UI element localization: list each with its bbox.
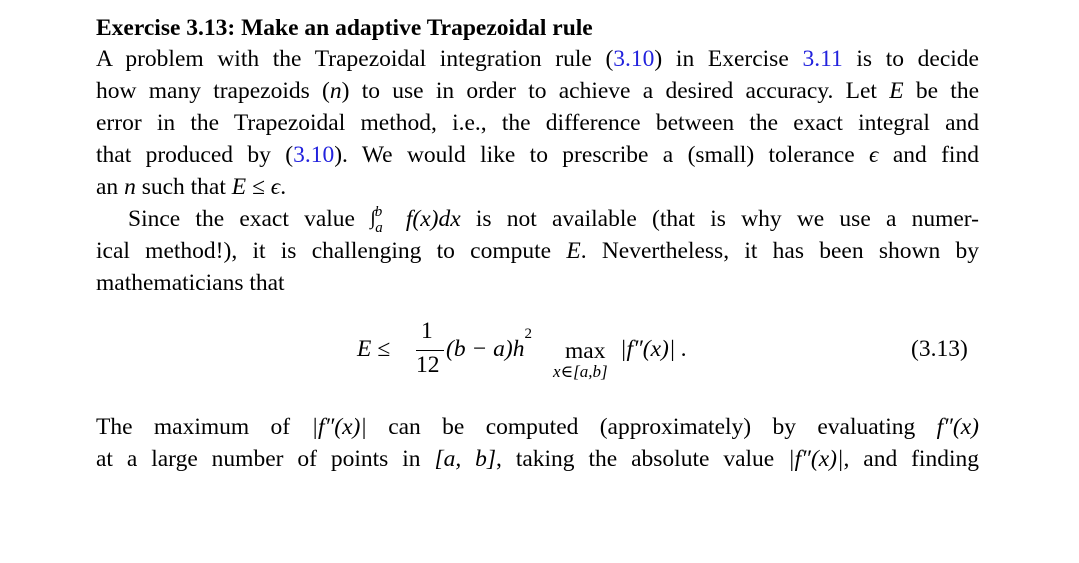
text: be the [903,78,980,104]
text: A problem with the Trapezoidal integration rule ( [96,46,614,72]
text: ) to use in order to achieve a desired accuracy. Let [341,78,890,104]
text: . Nevertheless, it has been shown by [580,238,979,264]
math-integrand: f(x)dx [405,206,461,232]
text: , taking the absolute value [496,446,789,472]
text: is to decide [842,46,979,72]
para1-line4 [96,140,979,170]
math-fpp: f″(x) [936,414,979,440]
exercise-title: Exercise 3.13: Make an adaptive Trapezoidal rule [96,15,593,41]
math-E: E [889,78,904,104]
text: at a large number of points in [96,446,435,472]
equation-ref-link[interactable]: 3.10 [293,142,335,168]
math-E: E [566,238,581,264]
integral-upper-limit: b [374,204,383,220]
para1-line1 [96,44,979,74]
text: ). We would like to prescribe a (small) tolerance [334,142,869,168]
math-body: (b − a)h [446,336,525,362]
para1-line3: error in the Trapezoidal method, i.e., the difference between the exact integral and [96,110,979,136]
para3-line2 [96,444,979,474]
text: how many trapezoids ( [96,78,330,104]
para2-line2 [96,236,979,266]
fraction-numerator: 1 [421,318,433,344]
equation-number: (3.13) [911,336,968,362]
text: The maximum of [96,414,312,440]
text: and find [878,142,979,168]
math-n: n [329,78,342,104]
math-epsilon: ϵ [868,142,879,168]
math-abs: |f″(x)| [311,414,367,440]
equation-ref-link[interactable]: 3.10 [613,46,655,72]
math-n: n [124,174,136,200]
text: can be computed (approximately) by evaluating [366,414,937,440]
integral-sign: ∫ [370,207,376,229]
math-abs: |f″(x)| . [620,336,688,362]
text: . [280,174,287,200]
exercise-ref-link[interactable]: 3.11 [802,46,843,72]
para3-line1 [96,412,979,442]
max-subscript [553,362,608,382]
math-abs: |f″(x)| [788,446,844,472]
para2-line1 [128,204,979,237]
math-interval: [a, b] [434,446,497,472]
para2-line3: mathematicians that [96,270,285,296]
text: such that [135,174,232,200]
exponent: 2 [524,326,533,342]
text: , and finding [843,446,979,472]
math-subscript: x∈[a,b] [553,362,608,381]
equation-lhs [357,336,390,363]
equation-abs [620,336,687,363]
text: is not available (that is why we use a numer- [460,206,979,232]
equation-body [446,326,533,363]
integral-lower-limit: a [375,220,383,236]
para1-line2 [96,76,979,106]
math-lhs: E ≤ [357,336,391,362]
text: ) in Exercise [654,46,803,72]
para1-line5 [96,172,979,202]
text: Since the exact value [128,206,371,232]
math-inequality: E ≤ ϵ [231,174,281,200]
equation-3-13 [0,318,1079,388]
text: ical method!), it is challenging to compute [96,238,567,264]
text: that produced by ( [96,142,294,168]
max-operator: max [565,338,606,364]
text: an [96,174,125,200]
fraction-denominator: 12 [416,352,440,378]
